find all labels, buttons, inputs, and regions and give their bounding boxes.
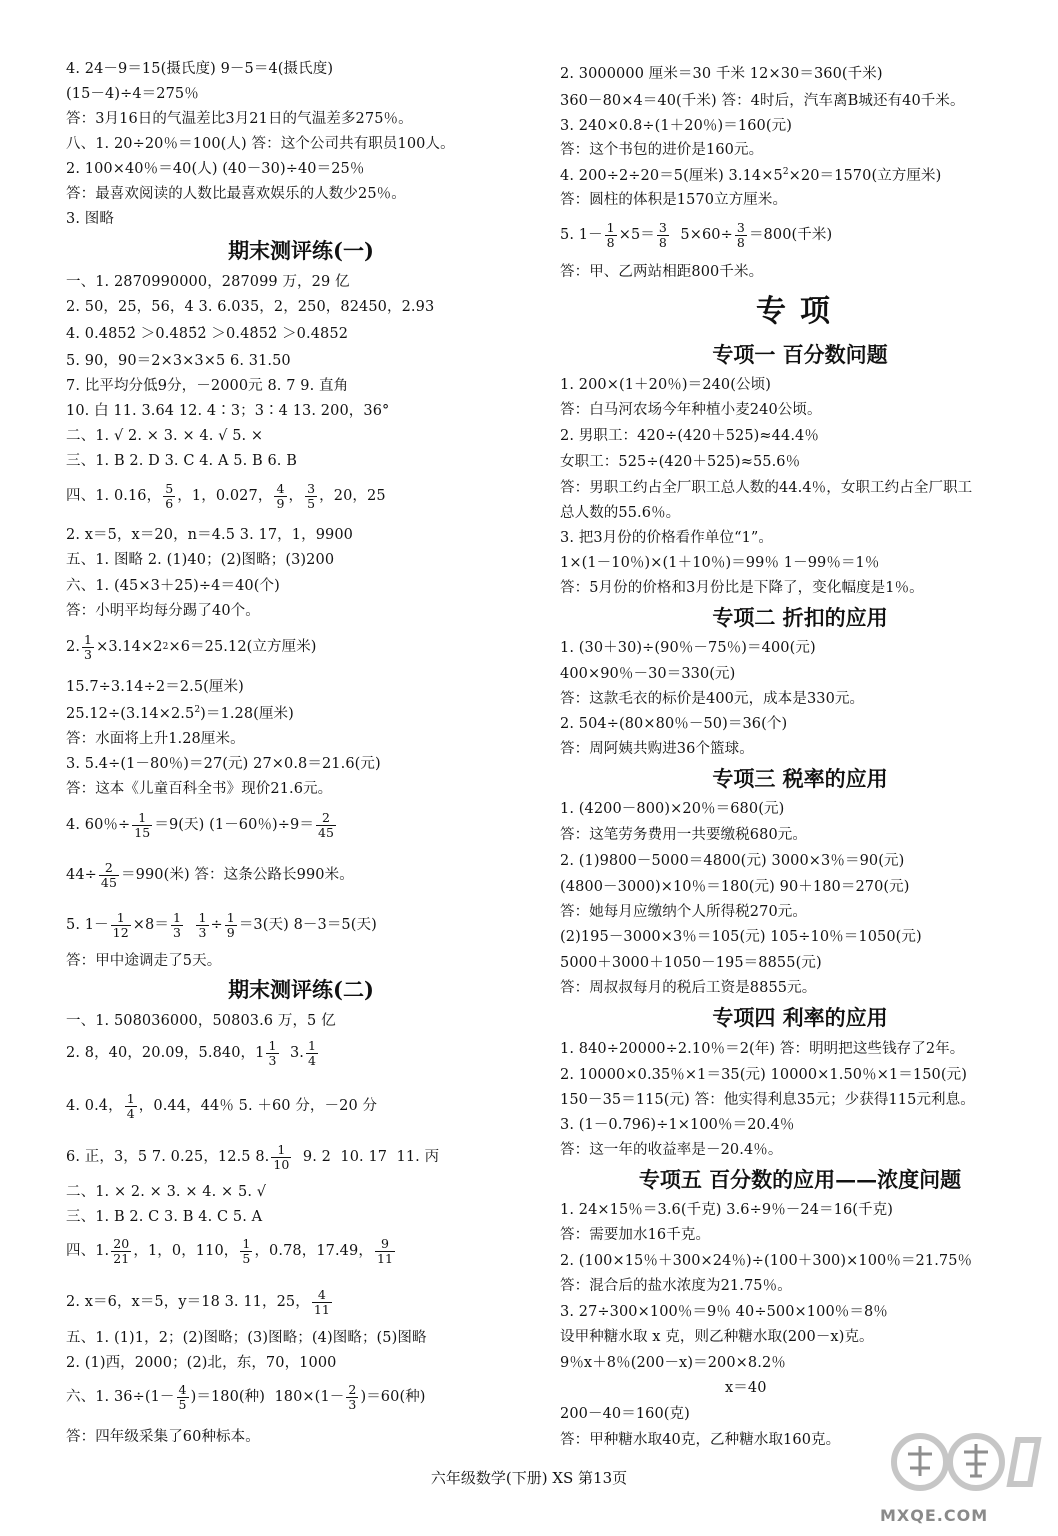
- text: 25.12÷(3.14×2.5: [66, 705, 195, 722]
- text: 6. 正，3，5 7. 0.25，12.5 8.: [66, 1148, 270, 1165]
- text: ×8＝: [132, 916, 169, 933]
- text: ，1，0.027，: [177, 487, 273, 504]
- denominator: 45: [100, 874, 118, 890]
- answer-line: 二、1. √ 2. × 3. × 4. √ 5. ×: [66, 428, 264, 444]
- denominator: 5: [307, 495, 316, 511]
- answer-line: 360－80×4＝40(千米) 答：4时后，汽车离B城还有40千米。: [560, 93, 965, 109]
- answer-line: 五、1. 图略 2. (1)40；(2)图略；(3)200: [66, 552, 335, 568]
- section-heading: 专项四 利率的应用: [712, 1005, 888, 1030]
- fraction: [735, 221, 747, 248]
- answer-line: 2. (1)西，2000；(2)北，东，70，1000: [66, 1355, 337, 1371]
- text: ×5＝: [618, 226, 655, 243]
- text: 2.: [66, 638, 81, 655]
- answer-line: 三、1. B 2. D 3. C 4. A 5. B 6. B: [66, 453, 297, 469]
- watermark-text: MXQE.COM: [880, 1506, 989, 1525]
- answer-line: 答：这一年的收益率是－20.4％。: [560, 1142, 783, 1158]
- answer-line: 1. (4200－800)×20％＝680(元): [560, 801, 785, 817]
- fraction: [305, 482, 317, 509]
- fraction: [171, 911, 183, 938]
- answer-line: 答：需要加水16千克。: [560, 1227, 711, 1243]
- answer-line: 答：圆柱的体积是1570立方厘米。: [560, 192, 788, 208]
- answer-line: [66, 1138, 439, 1176]
- section-heading: 专项三 税率的应用: [712, 766, 888, 791]
- answer-line: 2. x＝5，x＝20，n＝4.5 3. 17，1，9900: [66, 527, 354, 543]
- numerator: 2: [99, 861, 119, 875]
- section-heading: 期末测评练(一): [228, 238, 374, 263]
- answer-line: 答：她每月应缴纳个人所得税270元。: [560, 904, 807, 920]
- text: 44÷: [66, 866, 97, 883]
- watermark-icon: [880, 1410, 1050, 1510]
- text: ，1，0，110，: [133, 1242, 239, 1259]
- numerator: 1: [268, 1038, 277, 1054]
- text: ＝3(天) 8－3＝5(天): [238, 916, 377, 933]
- answer-line: 1. 840÷20000÷2.10％＝2(年) 答：明明把这些钱存了2年。: [560, 1041, 965, 1057]
- numerator: 1: [84, 632, 93, 648]
- answer-line: 答：5月份的价格和3月份比是下降了，变化幅度是1％。: [560, 580, 924, 596]
- answer-line: 2. 3000000 厘米＝30 千米 12×30＝360(千米): [560, 66, 883, 82]
- text: 5. 1－: [560, 226, 603, 243]
- fraction: [177, 1383, 189, 1410]
- answer-line: [66, 1378, 426, 1416]
- answer-line: 答：甲中途调走了5天。: [66, 953, 222, 969]
- answer-line: [560, 216, 832, 254]
- answer-line: 一、1. 2870990000，287099 万，29 亿: [66, 274, 350, 290]
- numerator: 4: [276, 481, 285, 497]
- answer-line: 总人数的55.6％。: [560, 505, 681, 521]
- denominator: 3: [348, 1396, 357, 1412]
- answer-line: x＝40: [725, 1380, 767, 1396]
- denominator: 10: [273, 1156, 290, 1172]
- fraction: [163, 482, 175, 509]
- answer-line: 答：甲、乙两站相距800千米。: [560, 264, 764, 280]
- answer-line: 4. 24－9＝15(摄氏度) 9－5＝4(摄氏度): [66, 61, 334, 77]
- denominator: 21: [113, 1250, 130, 1266]
- numerator: 4: [312, 1288, 332, 1302]
- exponent: 2: [782, 167, 789, 177]
- fraction: [111, 1237, 131, 1264]
- answer-line: 200－40＝160(克): [560, 1406, 690, 1422]
- text: )＝180(种) 180×(1－: [190, 1388, 345, 1405]
- numerator: 1: [226, 910, 235, 926]
- fraction: [99, 861, 119, 888]
- answer-line: 7. 比平均分低9分，－2000元 8. 7 9. 直角: [66, 378, 349, 394]
- text: 5. 1－: [66, 916, 109, 933]
- answer-line: 答：周阿姨共购进36个篮球。: [560, 741, 754, 757]
- answer-line: 2. (100×15％＋300×24％)÷(100＋300)×100％＝21.75％: [560, 1253, 973, 1269]
- answer-line: 2. 50，25，56，4 3. 6.035，2，250，82450，2.93: [66, 299, 435, 315]
- answer-line: [560, 168, 941, 186]
- text: )＝1.28(厘米): [200, 705, 294, 722]
- answer-line: 2. 10000×0.35％×1＝35(元) 10000×1.50％×1＝150(元): [560, 1067, 967, 1083]
- section-heading: 专项一 百分数问题: [712, 342, 888, 367]
- numerator: 20: [113, 1236, 130, 1252]
- denominator: 3: [198, 924, 207, 940]
- text: ，20，25: [319, 487, 386, 504]
- fraction: [240, 1237, 252, 1264]
- section-heading: 专项五 百分数的应用——浓度问题: [638, 1167, 962, 1192]
- denominator: 15: [134, 824, 151, 840]
- answer-line: [66, 1283, 334, 1321]
- answer-line: 10. 白 11. 3.64 12. 4∶3；3∶4 13. 200，36°: [66, 403, 390, 419]
- text: 四、1. 0.16，: [66, 487, 162, 504]
- answer-line: 1×(1－10％)×(1＋10％)＝99％ 1－99％＝1％: [560, 555, 880, 571]
- numerator: 1: [126, 1091, 135, 1107]
- text: 3.: [280, 1044, 304, 1061]
- answer-line: (2)195－3000×3％＝105(元) 105÷10％＝1050(元): [560, 929, 922, 945]
- numerator: 3: [658, 220, 667, 236]
- answer-line: 3. (1－0.796)÷1×100％＝20.4％: [560, 1117, 795, 1133]
- fraction: [196, 911, 208, 938]
- answer-line: (15－4)÷4＝275％: [66, 86, 199, 102]
- denominator: 3: [84, 646, 93, 662]
- answer-line: 六、1. (45×3＋25)÷4＝40(个): [66, 578, 280, 594]
- fraction: [266, 1039, 278, 1066]
- chapter-heading: 专项: [756, 294, 844, 329]
- answer-line: 3. 5.4÷(1－80％)＝27(元) 27×0.8＝21.6(元): [66, 756, 381, 772]
- numerator: 1: [242, 1236, 251, 1252]
- answer-line: 15.7÷3.14÷2＝2.5(厘米): [66, 679, 244, 695]
- answer-line: 3. 把3月份的价格看作单位“1”。: [560, 530, 774, 546]
- fraction: [657, 221, 669, 248]
- text: )＝60(种): [360, 1388, 426, 1405]
- watermark-logo: [880, 1410, 1050, 1530]
- numerator: 1: [132, 811, 152, 825]
- denominator: 6: [165, 495, 174, 511]
- denominator: 12: [112, 924, 129, 940]
- answer-line: 五、1. (1)1，2；(2)图略；(3)图略；(4)图略；(5)图略: [66, 1330, 427, 1346]
- text: ＝990(米) 答：这条公路长990米。: [121, 866, 354, 883]
- text: ，: [288, 487, 304, 504]
- answer-line: 5. 90，90＝2×3×3×5 6. 31.50: [66, 353, 291, 369]
- answer-line: 9％x＋8％(200－x)＝200×8.2％: [560, 1355, 786, 1371]
- text: [185, 918, 194, 933]
- answer-line: 答：这笔劳务费用一共要缴税680元。: [560, 827, 807, 843]
- text: 四、1.: [66, 1242, 110, 1259]
- answer-line: 二、1. × 2. × 3. × 4. × 5. √: [66, 1184, 267, 1200]
- denominator: 8: [736, 234, 745, 250]
- denominator: 5: [178, 1396, 187, 1412]
- answer-line: 答：混合后的盐水浓度为21.75％。: [560, 1278, 792, 1294]
- answer-line: 2. 100×40％＝40(人) (40－30)÷40＝25％: [66, 161, 365, 177]
- text: ，0.78，17.49，: [254, 1242, 373, 1259]
- text: ＝800(千米): [748, 226, 833, 243]
- numerator: 1: [172, 910, 182, 926]
- text: ，0.44，44％ 5. ＋60 分，－20 分: [138, 1097, 378, 1114]
- numerator: 1: [271, 1143, 291, 1157]
- fraction: [132, 811, 152, 838]
- fraction: [375, 1237, 395, 1264]
- answer-line: (4800－3000)×10％＝180(元) 90＋180＝270(元): [560, 879, 910, 895]
- fraction: [306, 1039, 318, 1066]
- fraction: [312, 1288, 332, 1315]
- answer-line: 答：这本《儿童百科全书》现价21.6元。: [66, 781, 333, 797]
- numerator: 4: [178, 1382, 187, 1398]
- fraction: [125, 1092, 137, 1119]
- numerator: 1: [111, 911, 131, 925]
- answer-line: 2. 男职工：420÷(420＋525)≈44.4％: [560, 428, 819, 444]
- answer-line: [66, 478, 386, 514]
- denominator: 8: [658, 234, 667, 250]
- answer-line: 设甲种糖水取 x 克，则乙种糖水取(200－x)克。: [560, 1329, 874, 1345]
- answer-line: 答：男职工约占全厂职工总人数的44.4％，女职工约占全厂职工: [560, 480, 973, 496]
- answer-line: 3. 图略: [66, 211, 114, 227]
- denominator: 4: [126, 1105, 135, 1121]
- denominator: 45: [317, 824, 335, 840]
- answer-line: 1. (30＋30)÷(90％－75％)＝400(元): [560, 640, 816, 656]
- denominator: 9: [276, 495, 285, 511]
- answer-line: 1. 24×15％＝3.6(千克) 3.6÷9％－24＝16(千克): [560, 1202, 894, 1218]
- denominator: 5: [242, 1250, 251, 1266]
- text: ÷: [210, 916, 223, 933]
- answer-line: 答：水面将上升1.28厘米。: [66, 731, 245, 747]
- answer-line: [66, 629, 317, 665]
- answer-line: 3. 240×0.8÷(1＋20％)＝160(元): [560, 118, 792, 134]
- fraction: [346, 1383, 358, 1410]
- text: 9. 2 10. 17 11. 丙: [293, 1148, 440, 1165]
- answer-line: [66, 856, 354, 894]
- answer-line: [66, 706, 294, 724]
- text: 2. 8，40，20.09，5.840，1: [66, 1044, 265, 1061]
- numerator: 1: [307, 1038, 317, 1054]
- fraction: [111, 911, 131, 938]
- numerator: 9: [375, 1237, 395, 1251]
- exponent: 2: [162, 641, 169, 652]
- denominator: 9: [226, 924, 235, 940]
- answer-line: 答：这个书包的进价是160元。: [560, 142, 764, 158]
- denominator: 3: [172, 924, 182, 940]
- denominator: 8: [606, 234, 615, 250]
- fraction: [605, 221, 617, 248]
- answer-line: 2. (1)9800－5000＝4800(元) 3000×3％＝90(元): [560, 853, 905, 869]
- answer-line: 八、1. 20÷20％＝100(人) 答：这个公司共有职员100人。: [66, 136, 455, 152]
- answer-line: 答：甲种糖水取40克，乙种糖水取160克。: [560, 1432, 841, 1448]
- text: ×3.14×2: [96, 638, 163, 655]
- answer-line: [66, 1034, 320, 1072]
- numerator: 2: [316, 811, 336, 825]
- answer-line: 一、1. 508036000，50803.6 万，5 亿: [66, 1013, 336, 1029]
- answer-line: 三、1. B 2. C 3. B 4. C 5. A: [66, 1209, 263, 1225]
- answer-line: 5000＋3000＋1050－195＝8855(元): [560, 955, 822, 971]
- text: ×20＝1570(立方厘米): [788, 167, 942, 184]
- answer-line: 答：白马河农场今年种植小麦240公顷。: [560, 402, 822, 418]
- page-footer: 六年级数学(下册) XS 第13页: [430, 1469, 628, 1487]
- text: 2. x＝6，x＝5，y＝18 3. 11，25，: [66, 1293, 310, 1310]
- numerator: 3: [307, 481, 316, 497]
- text: 4. 0.4̇，: [66, 1097, 123, 1114]
- answer-line: 1. 200×(1＋20％)＝240(公顷): [560, 377, 771, 393]
- fraction: [316, 811, 336, 838]
- numerator: 1: [198, 910, 207, 926]
- section-heading: 专项二 折扣的应用: [712, 605, 888, 630]
- text: ＝9(天) (1－60％)÷9＝: [154, 816, 314, 833]
- answer-line: [66, 1232, 397, 1270]
- numerator: 2: [348, 1382, 357, 1398]
- numerator: 3: [736, 220, 745, 236]
- answer-line: 答：小明平均每分踢了40个。: [66, 603, 260, 619]
- fraction: [225, 911, 237, 938]
- answer-line: 150－35＝115(元) 答：他实得利息35元；少获得115元利息。: [560, 1092, 975, 1108]
- answer-line: [66, 806, 338, 844]
- text: 4. 200÷2÷20＝5(厘米) 3.14×5: [560, 167, 783, 184]
- exponent: 2: [194, 705, 201, 715]
- numerator: 1: [606, 220, 615, 236]
- fraction: [82, 633, 94, 660]
- text: 5×60÷: [670, 226, 733, 243]
- denominator: 4: [307, 1052, 317, 1068]
- answer-line: 4. 0.4852̇ ＞0.485̇2̇ ＞0.48̇52̇ ＞0.4852: [66, 326, 349, 342]
- fraction: [274, 482, 286, 509]
- answer-line: 答：3月16日的气温差比3月21日的气温差多275％。: [66, 111, 413, 127]
- text: 4. 60％÷: [66, 816, 131, 833]
- text: ×6＝25.12(立方厘米): [168, 638, 317, 655]
- answer-line: 女职工：525÷(420＋525)≈55.6％: [560, 454, 801, 470]
- answer-line: 答：四年级采集了60种标本。: [66, 1429, 260, 1445]
- answer-line: 答：这款毛衣的标价是400元，成本是330元。: [560, 691, 865, 707]
- fraction: [271, 1143, 291, 1170]
- answer-line: 答：周叔叔每月的税后工资是8855元。: [560, 980, 817, 996]
- text: 六、1. 36÷(1－: [66, 1388, 175, 1405]
- denominator: 11: [313, 1301, 330, 1317]
- section-heading: 期末测评练(二): [228, 977, 374, 1002]
- denominator: 11: [376, 1250, 394, 1266]
- answer-line: [66, 1087, 377, 1125]
- answer-line: 答：最喜欢阅读的人数比最喜欢娱乐的人数少25％。: [66, 186, 406, 202]
- denominator: 3: [268, 1052, 277, 1068]
- numerator: 5: [165, 481, 174, 497]
- answer-line: 2. 504÷(80×80％－50)＝36(个): [560, 716, 788, 732]
- answer-line: 400×90％－30＝330(元): [560, 666, 736, 682]
- answer-line: [66, 906, 377, 944]
- answer-line: 3. 27÷300×100％＝9％ 40÷500×100％＝8％: [560, 1304, 888, 1320]
